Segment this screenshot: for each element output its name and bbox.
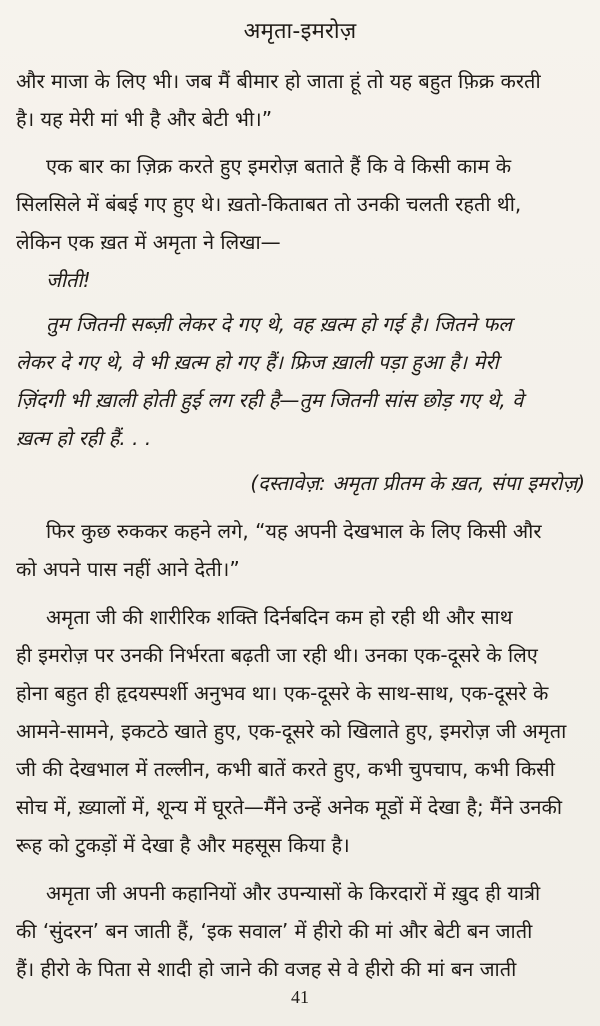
text-line: की ‘सुंदरन’ बन जाती हैं, ‘इक सवाल’ में हीरो की मां और बेटी बन जाती xyxy=(16,919,533,943)
page-number: 41 xyxy=(291,987,309,1007)
quote-line: लेकर दे गए थे, वे भी ख़त्म हो गए हैं। फ्रिज ख़ाली पड़ा हुआ है। मेरी xyxy=(16,350,499,374)
text-line: सोच में, ख़्यालों में, शून्य में घूरते—मैंने उन्हें अनेक मूडों में देखा है; मैंने उनकी xyxy=(16,795,563,819)
running-head: अमृता-इमरोज़ xyxy=(243,19,357,44)
text-line: और माजा के लिए भी। जब मैं बीमार हो जाता हूं तो यह बहुत फ़िक्र करती xyxy=(16,69,541,93)
text-line: लेकिन एक ख़त में अमृता ने लिखा— xyxy=(16,230,281,254)
quote-line: जीती! xyxy=(46,268,91,292)
text-line: सिलसिले में बंबई गए हुए थे। ख़तो-किताबत तो उनकी चलती रहती थी, xyxy=(16,192,522,216)
text-line: रूह को टुकड़ों में देखा है और महसूस किया है। xyxy=(16,833,350,857)
quote-line: ख़त्म हो रही हैं. . . xyxy=(16,426,152,450)
text-line: फिर कुछ रुककर कहने लगे, “यह अपनी देखभाल के लिए किसी और xyxy=(46,519,542,543)
text-line: ही इमरोज़ पर उनकी निर्भरता बढ़ती जा रही थी। उनका एक-दूसरे के लिए xyxy=(16,643,538,667)
text-line: एक बार का ज़िक्र करते हुए इमरोज़ बताते हैं कि वे किसी काम के xyxy=(46,154,512,178)
text-line: अमृता जी अपनी कहानियों और उपन्यासों के किरदारों में ख़ुद ही यात्री xyxy=(46,881,541,905)
text-line: अमृता जी की शारीरिक शक्ति दिर्नबदिन कम हो रही थी और साथ xyxy=(46,605,513,629)
text-line: जी की देखभाल में तल्लीन, कभी बातें करते हुए, कभी चुपचाप, कभी किसी xyxy=(16,757,555,781)
quote-line: तुम जितनी सब्ज़ी लेकर दे गए थे, वह ख़त्म हो गई है। जितने फल xyxy=(46,312,512,336)
text-line: होना बहुत ही हृदयस्पर्शी अनुभव था। एक-दूसरे के साथ-साथ, एक-दूसरे के xyxy=(16,681,549,705)
text-line: को अपने पास नहीं आने देती।” xyxy=(16,557,240,581)
text-line: आमने-सामने, इकटठे खाते हुए, एक-दूसरे को खिलाते हुए, इमरोज़ जी अमृता xyxy=(16,719,567,743)
quote-line: ज़िंदगी भी ख़ाली होती हुई लग रही है—तुम जितनी सांस छोड़ गए थे, वे xyxy=(16,388,524,412)
citation-line: (दस्तावेज़: अमृता प्रीतम के ख़त, संपा इमरोज़) xyxy=(250,471,585,495)
text-line: है। यह मेरी मां भी है और बेटी भी।” xyxy=(16,107,273,131)
text-line: हैं। हीरो के पिता से शादी हो जाने की वजह से वे हीरो की मां बन जाती xyxy=(16,957,517,981)
